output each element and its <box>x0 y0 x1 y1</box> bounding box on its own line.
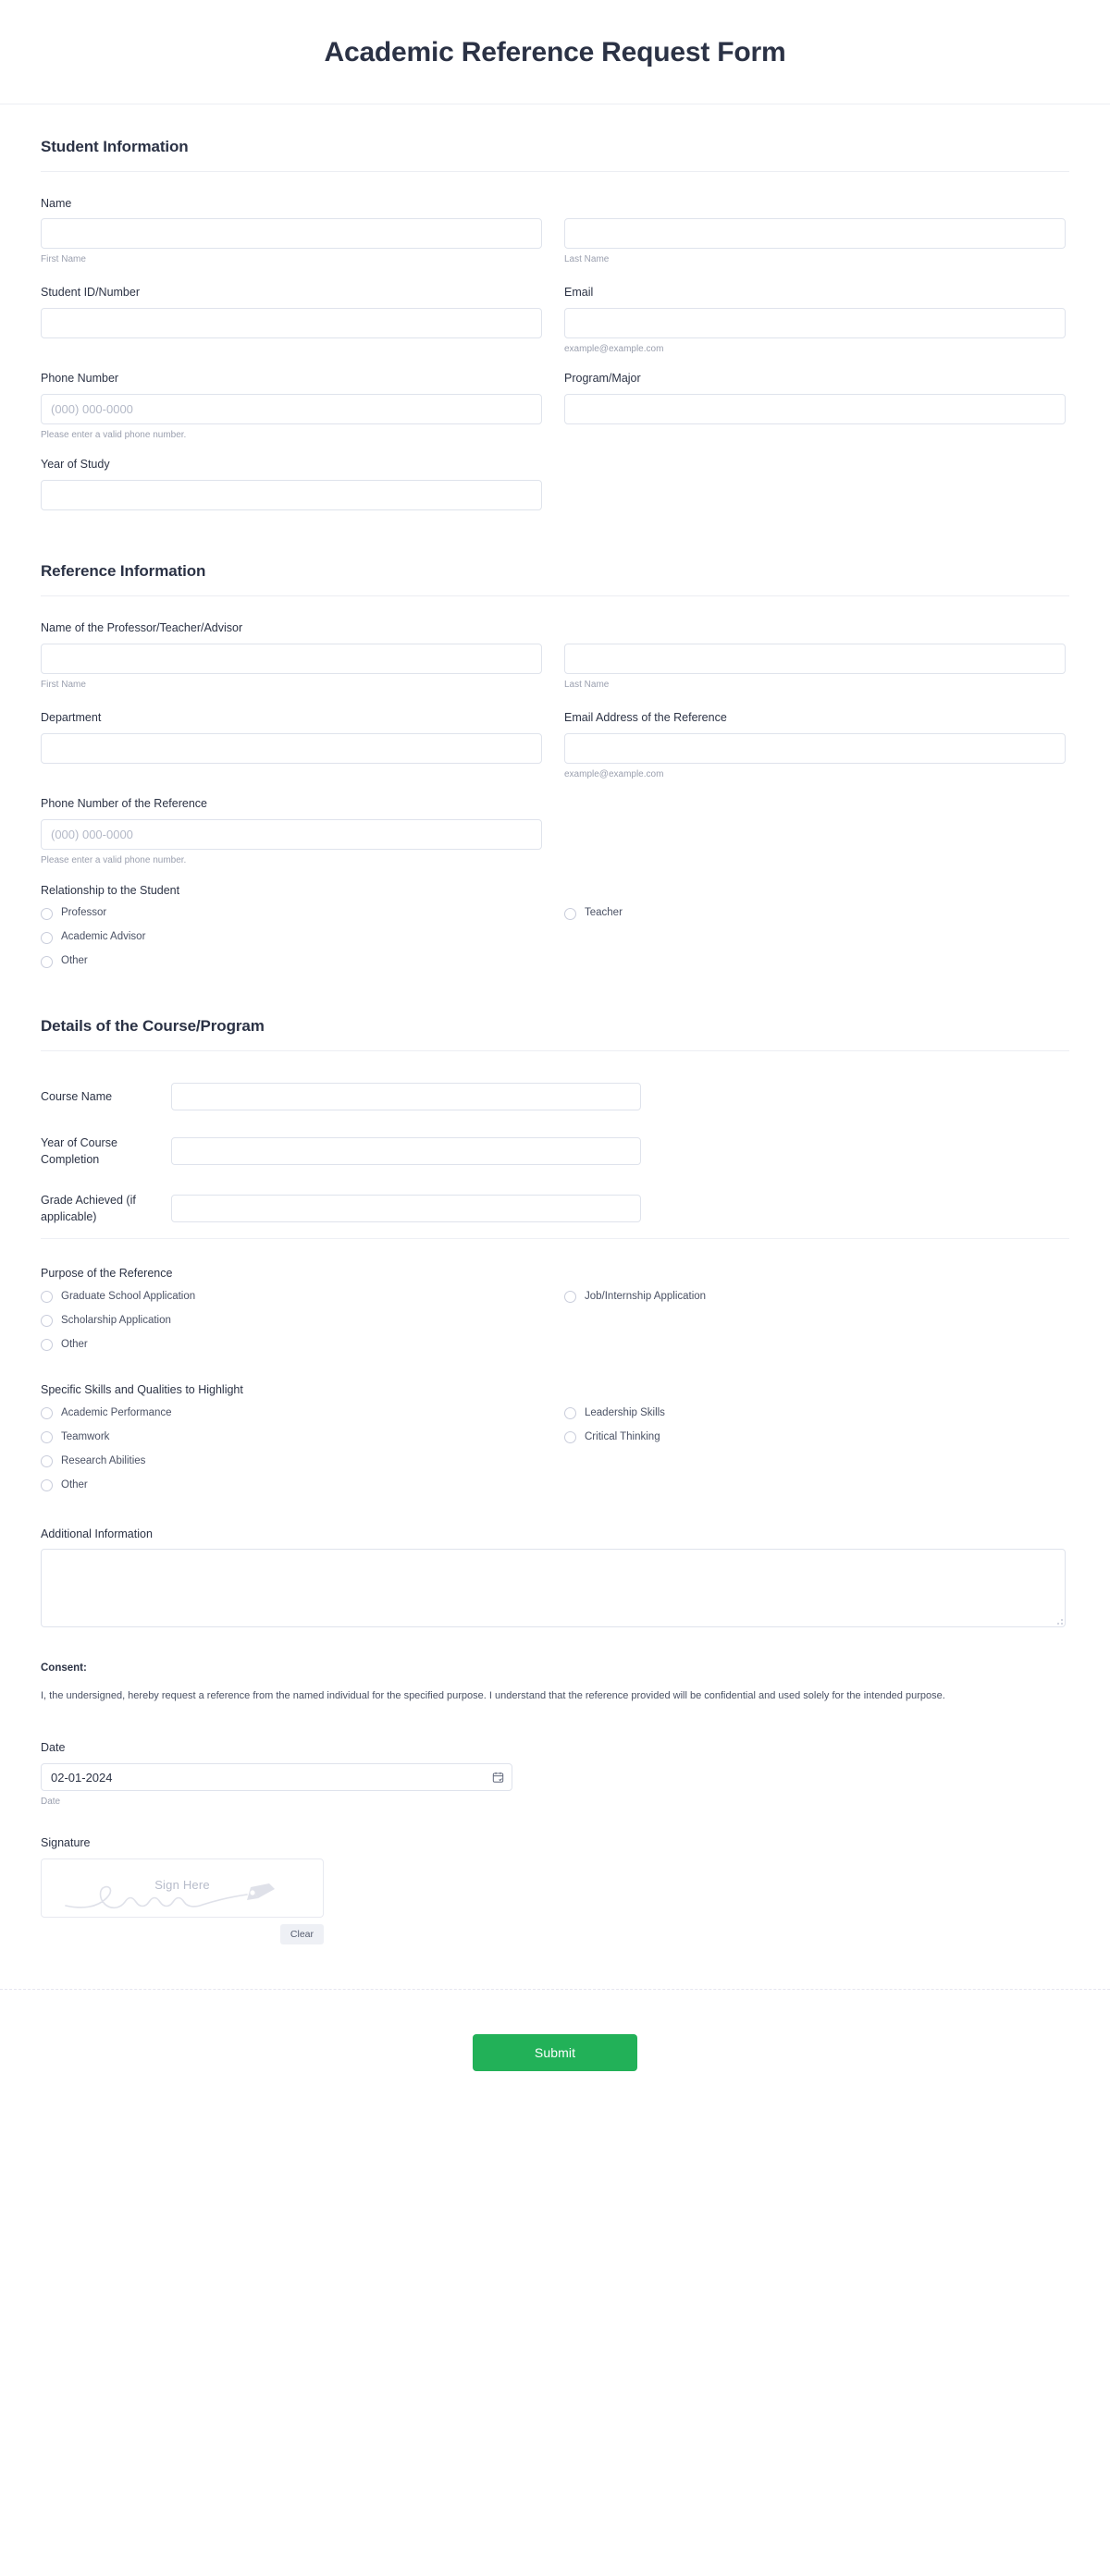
course-fields-divider <box>41 1238 1069 1239</box>
radio-circle-icon <box>41 1455 53 1467</box>
signature-placeholder: Sign Here <box>154 1878 210 1893</box>
radio-skill-other[interactable] <box>41 1478 542 1493</box>
field-signature <box>41 1836 1069 1944</box>
date-sublabel: Date <box>41 1797 61 1808</box>
radio-label: Critical Thinking <box>585 1430 660 1442</box>
student-first-name-input[interactable] <box>41 218 542 249</box>
purpose-radio-grid <box>41 1289 1069 1361</box>
consent-block <box>41 1662 1069 1705</box>
year-completion-input[interactable] <box>171 1137 641 1165</box>
skills-right-col <box>564 1405 1066 1502</box>
radio-circle-icon <box>41 1339 53 1351</box>
relationship-radio-grid <box>41 906 1069 978</box>
field-student-email <box>564 285 1066 356</box>
course-name-input[interactable] <box>171 1083 641 1110</box>
section-student-information <box>41 104 1069 511</box>
label-reference-email: Email Address of the Reference <box>564 710 727 724</box>
radio-purpose-job-internship[interactable] <box>564 1289 1066 1305</box>
label-student-phone: Phone Number <box>41 372 119 386</box>
label-additional-information: Additional Information <box>41 1527 153 1541</box>
radio-label: Graduate School Application <box>61 1290 196 1302</box>
reference-first-name-input[interactable] <box>41 644 542 674</box>
label-reference-phone: Phone Number of the Reference <box>41 796 207 810</box>
row-student-phone-program <box>41 371 1069 442</box>
field-year-of-study <box>41 457 542 510</box>
label-signature: Signature <box>41 1836 91 1850</box>
skills-radio-grid <box>41 1405 1069 1502</box>
radio-circle-icon <box>41 1315 53 1327</box>
radio-circle-icon <box>41 1479 53 1491</box>
field-reference-name <box>41 620 1069 692</box>
row-reference-phone <box>41 796 1069 867</box>
row-department-email <box>41 710 1069 781</box>
reference-email-input[interactable] <box>564 733 1066 764</box>
student-program-input[interactable] <box>564 394 1066 424</box>
section-heading-course: Details of the Course/Program <box>41 1016 265 1035</box>
reference-name-inputs <box>41 644 1069 692</box>
radio-label: Other <box>61 1338 88 1350</box>
label-course-name: Course Name <box>41 1089 113 1103</box>
field-course-name <box>41 1083 1069 1110</box>
radio-label: Other <box>61 1478 88 1490</box>
field-purpose <box>41 1267 1069 1361</box>
student-phone-sublabel: Please enter a valid phone number. <box>41 430 187 441</box>
purpose-right-col <box>564 1289 1066 1361</box>
signature-squiggle-icon <box>62 1882 302 1915</box>
radio-skill-critical-thinking[interactable] <box>564 1429 1066 1445</box>
label-department: Department <box>41 710 102 724</box>
consent-text: I, the undersigned, hereby request a reference from the named individual for the specified purpose. I understand that the reference provided will be confidential and used solely for the intended purpose. <box>41 1690 945 1702</box>
reference-last-name-sublabel: Last Name <box>564 679 610 690</box>
radio-skill-research-abilities[interactable] <box>41 1454 542 1469</box>
page-title: Academic Reference Request Form <box>324 37 786 67</box>
section-divider <box>41 595 1069 596</box>
field-reference-email <box>564 710 1066 781</box>
signature-pad[interactable] <box>41 1858 324 1918</box>
label-student-id: Student ID/Number <box>41 286 140 300</box>
form-footer <box>0 1990 1110 2127</box>
label-purpose: Purpose of the Reference <box>41 1267 173 1281</box>
student-name-inputs <box>41 218 1069 266</box>
radio-circle-icon <box>564 1431 576 1443</box>
radio-relationship-other[interactable] <box>41 954 542 970</box>
row-year-of-study <box>41 457 1069 510</box>
section-heading-reference: Reference Information <box>41 562 206 580</box>
reference-phone-input[interactable] <box>41 819 542 850</box>
reference-last-name-col <box>564 644 1066 692</box>
radio-label: Academic Performance <box>61 1406 172 1418</box>
radio-label: Teacher <box>585 907 623 919</box>
radio-purpose-other[interactable] <box>41 1337 542 1353</box>
radio-circle-icon <box>564 1291 576 1303</box>
radio-relationship-academic-advisor[interactable] <box>41 930 542 946</box>
student-first-name-col <box>41 218 542 266</box>
reference-last-name-input[interactable] <box>564 644 1066 674</box>
radio-label: Academic Advisor <box>61 931 146 943</box>
section-reference-information <box>41 525 1069 978</box>
label-student-name: Name <box>41 196 72 210</box>
radio-circle-icon <box>41 932 53 944</box>
label-student-program: Program/Major <box>564 372 641 386</box>
radio-circle-icon <box>41 908 53 920</box>
field-additional-information <box>41 1527 1069 1627</box>
radio-circle-icon <box>41 1431 53 1443</box>
radio-label: Job/Internship Application <box>585 1290 707 1302</box>
field-grade-achieved <box>41 1192 1069 1225</box>
relationship-left-col <box>41 906 542 978</box>
reference-first-name-col <box>41 644 542 692</box>
date-input[interactable] <box>41 1763 512 1791</box>
radio-relationship-teacher[interactable] <box>564 906 1066 922</box>
field-year-completion <box>41 1135 1069 1168</box>
student-last-name-sublabel: Last Name <box>564 254 610 265</box>
radio-label: Other <box>61 955 88 967</box>
field-student-name <box>41 196 1069 267</box>
department-input[interactable] <box>41 733 542 764</box>
radio-purpose-scholarship[interactable] <box>41 1313 542 1329</box>
additional-information-wrap <box>41 1549 1066 1627</box>
row-student-id-email <box>41 285 1069 356</box>
additional-information-textarea[interactable] <box>41 1549 1066 1627</box>
field-relationship <box>41 884 1069 978</box>
field-student-program <box>564 371 1066 442</box>
radio-skill-leadership[interactable] <box>564 1405 1066 1421</box>
purpose-left-col <box>41 1289 542 1361</box>
signature-actions <box>41 1924 324 1944</box>
year-of-study-input[interactable] <box>41 480 542 510</box>
student-last-name-col <box>564 218 1066 266</box>
form-header <box>0 0 1110 104</box>
spacer-col <box>564 457 1066 510</box>
radio-label: Research Abilities <box>61 1454 146 1466</box>
radio-label: Scholarship Application <box>61 1314 171 1326</box>
field-date <box>41 1740 1069 1809</box>
radio-label: Leadership Skills <box>585 1406 665 1418</box>
student-email-input[interactable] <box>564 308 1066 338</box>
radio-circle-icon <box>41 956 53 968</box>
student-email-sublabel: example@example.com <box>564 344 664 355</box>
section-heading-student: Student Information <box>41 137 189 155</box>
consent-title: Consent: <box>41 1662 87 1674</box>
clear-signature-button[interactable]: Clear <box>280 1924 324 1944</box>
submit-button[interactable]: Submit <box>473 2034 637 2071</box>
section-course-details <box>41 978 1069 1945</box>
section-divider <box>41 171 1069 172</box>
reference-phone-sublabel: Please enter a valid phone number. <box>41 854 187 865</box>
field-department <box>41 710 542 781</box>
label-relationship: Relationship to the Student <box>41 883 180 897</box>
radio-circle-icon <box>41 1291 53 1303</box>
skills-left-col <box>41 1405 542 1502</box>
radio-purpose-graduate-school[interactable] <box>41 1289 542 1305</box>
label-student-email: Email <box>564 286 594 300</box>
label-year-of-study: Year of Study <box>41 458 110 472</box>
radio-skill-academic-performance[interactable] <box>41 1405 542 1421</box>
radio-circle-icon <box>564 1407 576 1419</box>
section-divider <box>41 1050 1069 1051</box>
label-reference-name: Name of the Professor/Teacher/Advisor <box>41 621 243 634</box>
radio-relationship-professor[interactable] <box>41 906 542 922</box>
label-date: Date <box>41 1741 66 1755</box>
label-grade-achieved: Grade Achieved (if applicable) <box>41 1193 136 1223</box>
student-first-name-sublabel: First Name <box>41 254 86 265</box>
student-last-name-input[interactable] <box>564 218 1066 249</box>
grade-achieved-input[interactable] <box>171 1195 641 1222</box>
relationship-right-col <box>564 906 1066 978</box>
reference-first-name-sublabel: First Name <box>41 679 86 690</box>
student-phone-input[interactable] <box>41 394 542 424</box>
field-skills <box>41 1383 1069 1502</box>
radio-circle-icon <box>41 1407 53 1419</box>
spacer-col <box>564 796 1066 867</box>
field-reference-phone <box>41 796 542 867</box>
field-student-phone <box>41 371 542 442</box>
label-year-completion: Year of Course Completion <box>41 1135 117 1166</box>
form-body <box>0 104 1110 1945</box>
radio-label: Professor <box>61 907 107 919</box>
radio-label: Teamwork <box>61 1430 110 1442</box>
date-input-wrap <box>41 1763 512 1791</box>
label-skills: Specific Skills and Qualities to Highlight <box>41 1383 243 1397</box>
radio-skill-teamwork[interactable] <box>41 1429 542 1445</box>
radio-circle-icon <box>564 908 576 920</box>
reference-email-sublabel: example@example.com <box>564 768 664 779</box>
student-id-input[interactable] <box>41 308 542 338</box>
field-student-id <box>41 285 542 356</box>
